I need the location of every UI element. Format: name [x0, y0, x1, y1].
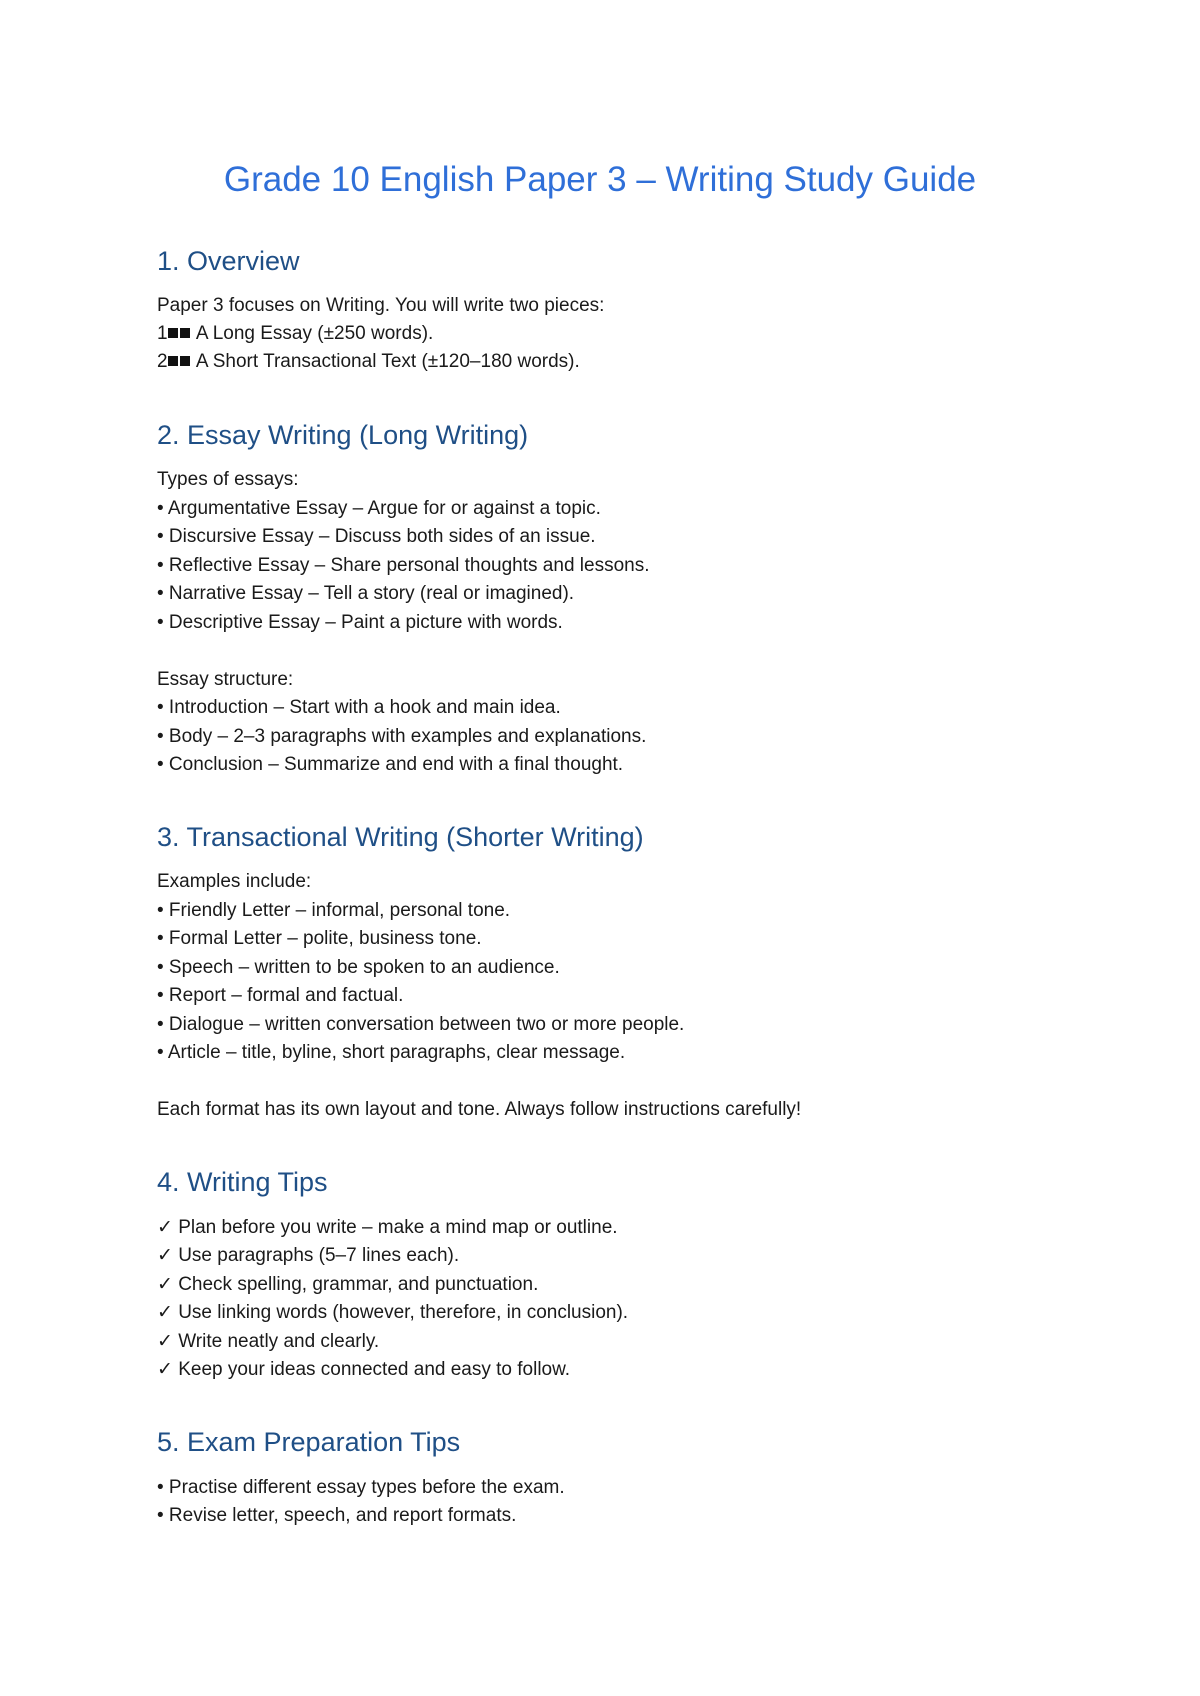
list-item: ✓ Check spelling, grammar, and punctuation.: [157, 1274, 539, 1295]
overview-intro: Paper 3 focuses on Writing. You will write two pieces:: [157, 295, 605, 316]
list-item: • Narrative Essay – Tell a story (real or imagined).: [157, 583, 575, 604]
overview-item-2-text: A Short Transactional Text (±120–180 words).: [195, 351, 580, 372]
list-item: • Friendly Letter – informal, personal tone.: [157, 900, 511, 921]
essay-structure-label: Essay structure:: [157, 669, 294, 690]
list-item: ✓ Write neatly and clearly.: [157, 1331, 380, 1352]
list-item: • Formal Letter – polite, business tone.: [157, 928, 482, 949]
square-icon: [180, 356, 190, 366]
list-item: • Body – 2–3 paragraphs with examples and explanations.: [157, 726, 647, 747]
list-item: ✓ Keep your ideas connected and easy to follow.: [157, 1359, 571, 1380]
list-item: • Introduction – Start with a hook and main idea.: [157, 697, 561, 718]
overview-item-1-text: A Long Essay (±250 words).: [195, 323, 434, 344]
list-item: • Conclusion – Summarize and end with a final thought.: [157, 754, 624, 775]
list-item: • Discursive Essay – Discuss both sides of an issue.: [157, 526, 596, 547]
document-title: Grade 10 English Paper 3 – Writing Study Guide: [223, 160, 977, 199]
list-item: ✓ Use linking words (however, therefore, in conclusion).: [157, 1302, 629, 1323]
list-item: • Article – title, byline, short paragraphs, clear message.: [157, 1042, 626, 1063]
list-item: • Speech – written to be spoken to an audience.: [157, 957, 560, 978]
list-item: • Reflective Essay – Share personal thoughts and lessons.: [157, 555, 650, 576]
transactional-examples-label: Examples include:: [157, 871, 312, 892]
section-heading-exam: 5. Exam Preparation Tips: [157, 1427, 461, 1457]
overview-item-1: [157, 322, 433, 346]
list-item: ✓ Plan before you write – make a mind map or outline.: [157, 1217, 618, 1238]
square-icon: [168, 356, 178, 366]
square-icon: [180, 328, 190, 338]
list-item: • Revise letter, speech, and report formats.: [157, 1505, 517, 1526]
square-icon: [168, 328, 178, 338]
list-item: ✓ Use paragraphs (5–7 lines each).: [157, 1245, 460, 1266]
list-item: • Report – formal and factual.: [157, 985, 404, 1006]
transactional-note: Each format has its own layout and tone. Always follow instructions carefully!: [157, 1099, 802, 1120]
essay-types-label: Types of essays:: [157, 469, 299, 490]
section-heading-essay: 2. Essay Writing (Long Writing): [157, 420, 529, 450]
section-heading-overview: 1. Overview: [157, 246, 300, 276]
overview-item-2: [157, 350, 580, 374]
overview-item-1-number: 1: [157, 323, 168, 344]
section-heading-tips: 4. Writing Tips: [157, 1167, 328, 1197]
section-heading-transactional: 3. Transactional Writing (Shorter Writing): [157, 822, 644, 852]
list-item: • Argumentative Essay – Argue for or against a topic.: [157, 498, 601, 519]
list-item: • Dialogue – written conversation between two or more people.: [157, 1014, 685, 1035]
list-item: • Descriptive Essay – Paint a picture with words.: [157, 612, 563, 633]
list-item: • Practise different essay types before the exam.: [157, 1477, 565, 1498]
overview-item-2-number: 2: [157, 351, 168, 372]
